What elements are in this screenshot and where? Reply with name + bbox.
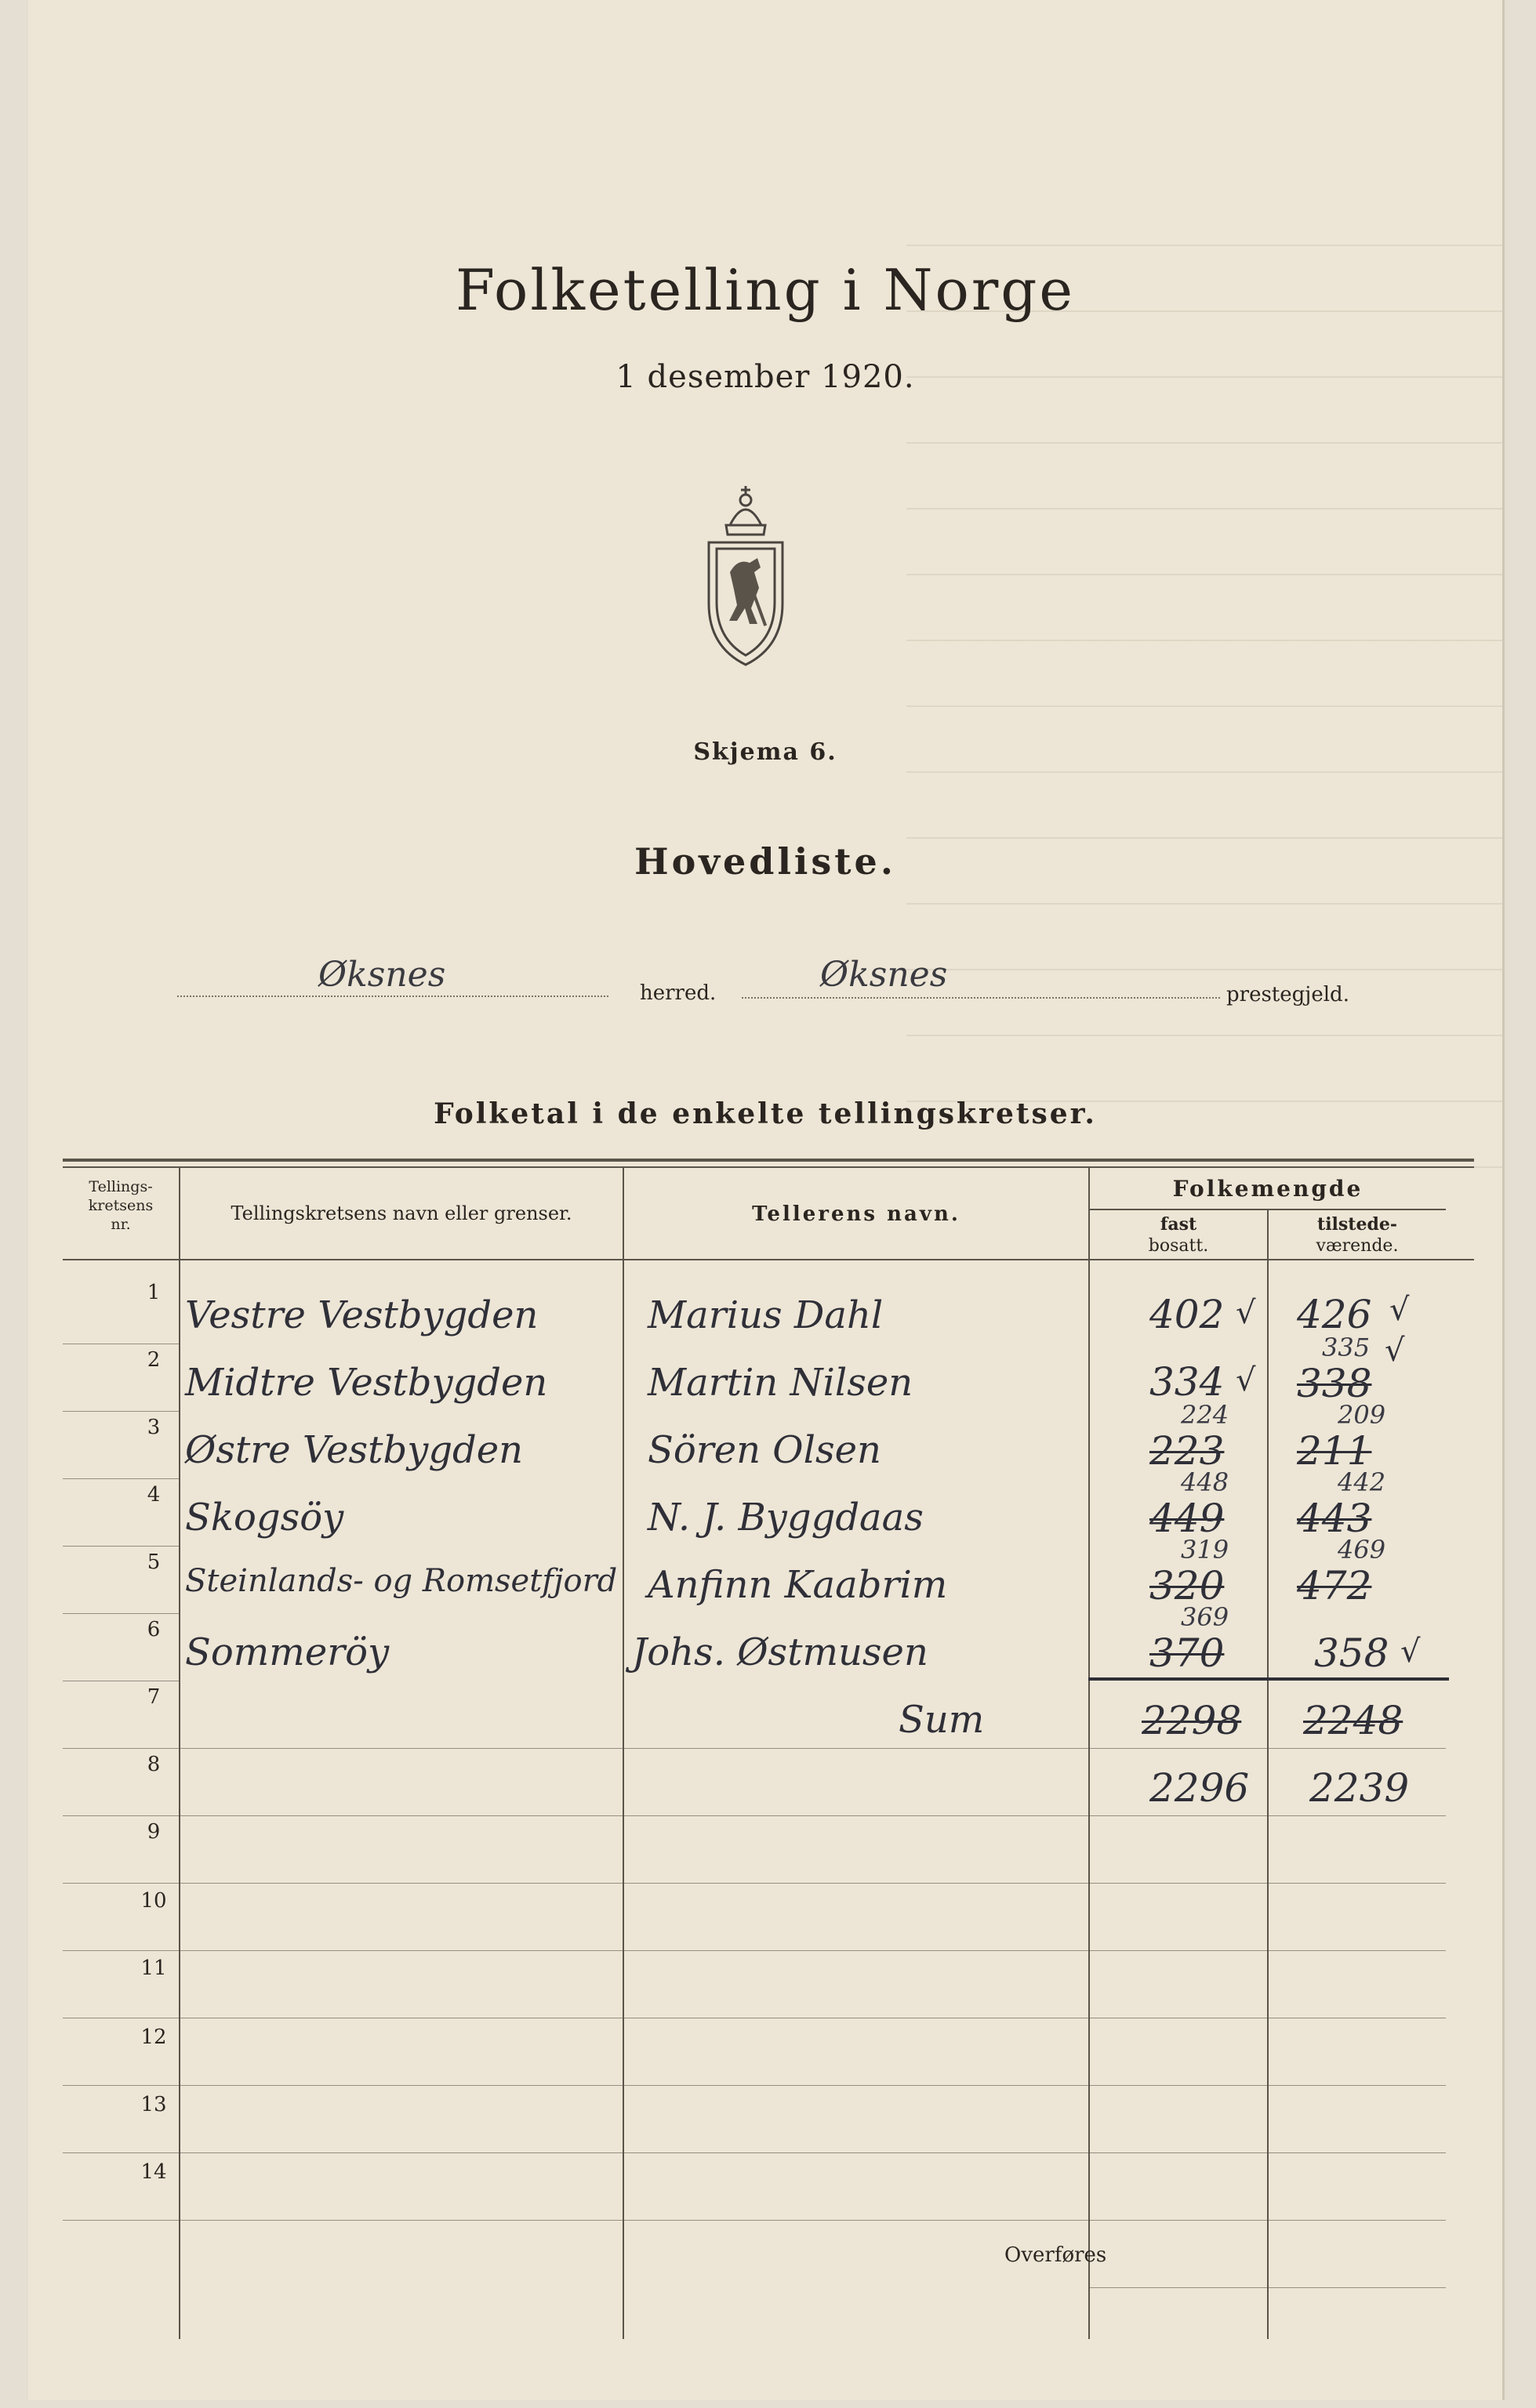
- fast-bosatt: 223: [1149, 1428, 1225, 1474]
- krets-name: Midtre Vestbygden: [185, 1361, 548, 1405]
- sum-fast: 2298: [1142, 1698, 1242, 1743]
- row-rule: [63, 1883, 1446, 1884]
- row-rule: [63, 2152, 1446, 2153]
- header-teller: Tellerens navn.: [752, 1202, 960, 1226]
- fast-bosatt: 402: [1149, 1292, 1225, 1337]
- row-rule: [63, 1613, 179, 1614]
- header-bottom-rule: [63, 1259, 1474, 1260]
- row-number: 8: [147, 1753, 161, 1776]
- tilstedevaerende: 426: [1297, 1292, 1372, 1337]
- fast-bosatt: 449: [1149, 1496, 1225, 1541]
- row-rule: [63, 2220, 1446, 2221]
- row-rule: [63, 1411, 179, 1412]
- row-number: 5: [147, 1550, 161, 1574]
- table-top-rule-2: [63, 1166, 1474, 1168]
- teller-name: Sören Olsen: [648, 1428, 881, 1472]
- fast-bosatt: 334: [1149, 1359, 1225, 1405]
- main-heading: Hovedliste.: [634, 840, 896, 883]
- fast-correction: 369: [1181, 1602, 1229, 1632]
- prestegjeld-dotline: [742, 997, 1220, 999]
- checkmark-icon: √: [1385, 1333, 1405, 1369]
- krets-name: Vestre Vestbygden: [185, 1293, 539, 1337]
- row-number: 3: [147, 1416, 161, 1439]
- page-title: Folketelling i Norge: [456, 257, 1075, 323]
- row-rule: [1088, 2287, 1446, 2288]
- schema-label: Skjema 6.: [693, 738, 837, 766]
- bleed-through-lines: [906, 180, 1502, 1168]
- tilstede-correction: 209: [1338, 1400, 1386, 1430]
- census-date: 1 desember 1920.: [615, 359, 915, 395]
- header-kretsnavn: Tellingskretsens navn eller grenser.: [231, 1202, 572, 1224]
- tilstedevaerende: 211: [1297, 1428, 1372, 1474]
- teller-name: Marius Dahl: [648, 1293, 884, 1337]
- norway-coat-of-arms-icon: [695, 470, 797, 674]
- prestegjeld-label: prestegjeld.: [1226, 983, 1349, 1006]
- table-title: Folketal i de enkelte tellingskretser.: [434, 1097, 1097, 1130]
- header-nr-line2: kretsens: [88, 1197, 154, 1214]
- row-number: 9: [147, 1820, 161, 1844]
- row-number: 6: [147, 1618, 161, 1641]
- checkmark-icon: √: [1400, 1634, 1421, 1670]
- row-number: 12: [140, 2025, 167, 2049]
- corrected-sum-tilstede: 2239: [1309, 1765, 1410, 1811]
- sum-tilstede: 2248: [1303, 1698, 1403, 1743]
- header-tilstede-line1: tilstede-: [1317, 1214, 1397, 1235]
- row-number: 11: [140, 1956, 167, 1980]
- tilstedevaerende: 472: [1297, 1563, 1372, 1608]
- row-number: 1: [147, 1281, 161, 1304]
- tilstede-correction: 442: [1338, 1467, 1386, 1497]
- krets-name: Skogsöy: [185, 1496, 344, 1539]
- census-form-page: [28, 0, 1505, 2400]
- row-number: 2: [147, 1348, 161, 1372]
- header-fast-line2: bosatt.: [1148, 1236, 1209, 1256]
- krets-name: Østre Vestbygden: [185, 1428, 524, 1472]
- row-rule: [63, 1478, 179, 1479]
- teller-name: N. J. Byggdaas: [648, 1496, 924, 1539]
- header-nr-line1: Tellings-: [89, 1178, 153, 1195]
- teller-name: Martin Nilsen: [648, 1361, 913, 1405]
- tilstedevaerende: 443: [1297, 1496, 1372, 1541]
- row-rule: [63, 2085, 1446, 2086]
- sum-label: Sum: [899, 1698, 985, 1742]
- header-nr: [63, 1177, 179, 1234]
- fast-bosatt: 320: [1149, 1563, 1225, 1608]
- header-fast: [1090, 1213, 1267, 1257]
- sum-underline: [1088, 1677, 1449, 1681]
- tilstede-correction: 469: [1338, 1535, 1386, 1565]
- row-number: 14: [140, 2160, 167, 2184]
- herred-label: herred.: [640, 981, 717, 1005]
- fast-correction: 224: [1181, 1400, 1229, 1430]
- row-number: 7: [147, 1685, 161, 1709]
- header-fast-line1: fast: [1160, 1214, 1197, 1235]
- herred-dotline: [177, 995, 608, 997]
- tilstede-correction: 335: [1322, 1333, 1371, 1362]
- krets-name: Steinlands- og Romsetfjord: [185, 1563, 618, 1599]
- corrected-sum-fast: 2296: [1149, 1765, 1250, 1811]
- col-divider-2: [623, 1166, 624, 2339]
- fast-correction: 448: [1181, 1467, 1229, 1497]
- tilstedevaerende: 338: [1297, 1361, 1372, 1406]
- row-rule: [63, 1546, 179, 1547]
- row-number: 13: [140, 2093, 167, 2116]
- teller-name: Johs. Østmusen: [632, 1630, 928, 1674]
- header-tilstede-line2: værende.: [1316, 1236, 1399, 1256]
- header-folkemengde: Folkemengde: [1172, 1176, 1364, 1202]
- header-tilstede: [1269, 1213, 1446, 1257]
- row-rule: [63, 1950, 1446, 1951]
- checkmark-icon: √: [1389, 1292, 1410, 1328]
- tilstedevaerende: 358: [1314, 1630, 1389, 1676]
- fast-correction: 319: [1181, 1535, 1229, 1565]
- carry-forward-label: Overføres: [1004, 2243, 1107, 2267]
- checkmark-icon: √: [1236, 1295, 1256, 1331]
- krets-name: Sommeröy: [185, 1630, 390, 1674]
- teller-name: Anfinn Kaabrim: [648, 1563, 948, 1607]
- row-number: 4: [147, 1483, 161, 1507]
- checkmark-icon: √: [1236, 1362, 1256, 1398]
- row-number: 10: [140, 1889, 167, 1913]
- prestegjeld-value: Øksnes: [820, 955, 948, 995]
- row-rule: [63, 1815, 1446, 1816]
- row-rule: [63, 1748, 1446, 1749]
- herred-value: Øksnes: [318, 955, 446, 995]
- header-nr-line3: nr.: [111, 1216, 131, 1233]
- fast-bosatt: 370: [1149, 1630, 1225, 1676]
- table-top-rule: [63, 1159, 1474, 1162]
- col-divider-3: [1088, 1166, 1090, 2339]
- col-divider-4: [1267, 1209, 1269, 2339]
